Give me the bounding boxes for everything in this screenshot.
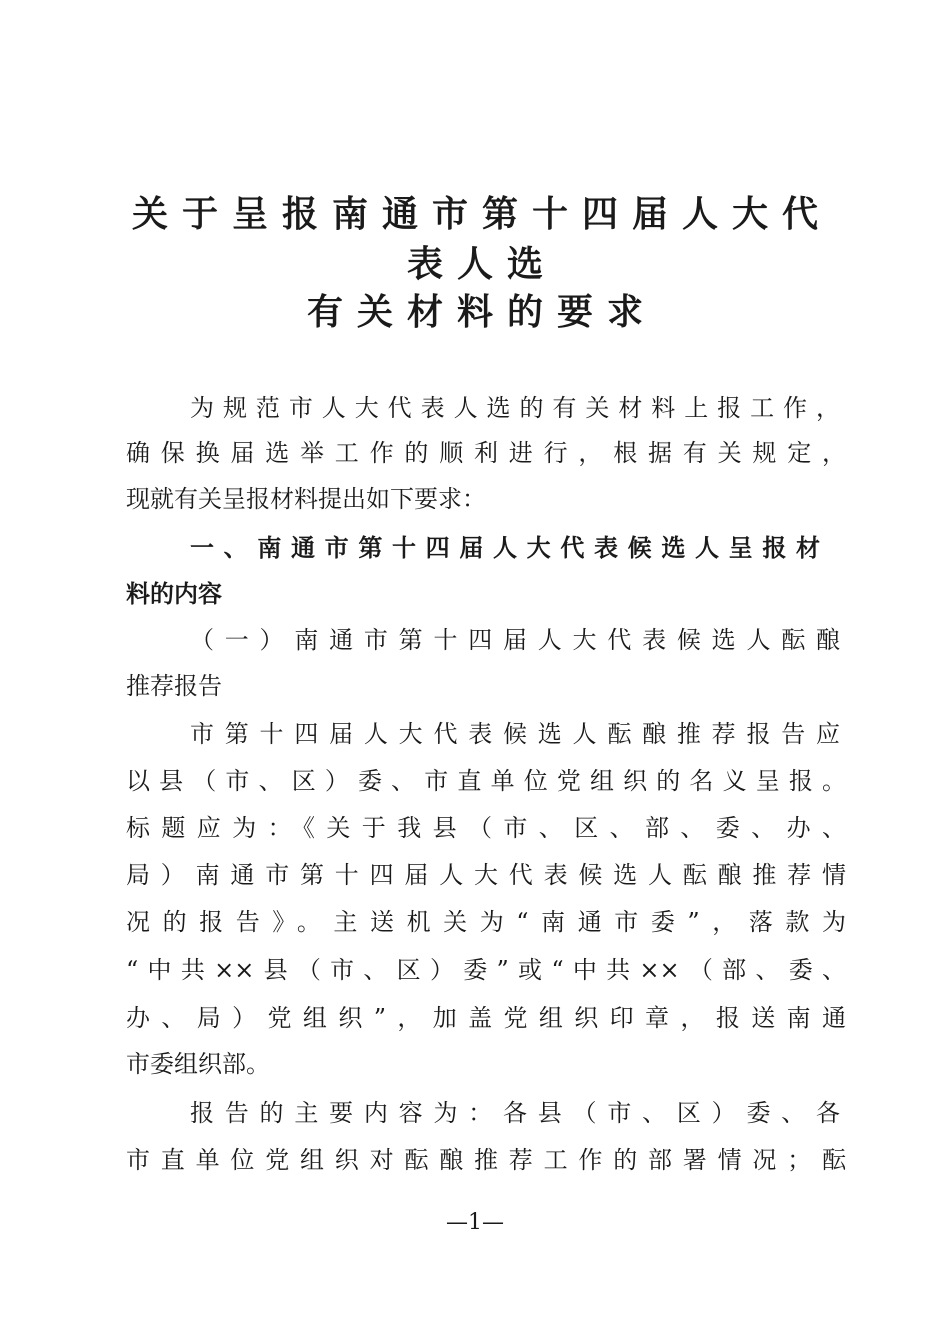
document-title-line-3: 有关材料的要求 — [306, 291, 657, 333]
subsection-1-heading-line-1: （一）南通市第十四届人大代表候选人酝酿 — [190, 626, 840, 654]
intro-line-3: 现就有关呈报材料提出如下要求： — [126, 485, 486, 513]
section-1-heading-line-2: 料的内容 — [126, 580, 222, 608]
para-1-line-5: 况的报告》。主送机关为“南通市委”，落款为 — [126, 908, 846, 936]
intro-line-2: 确保换届选举工作的顺利进行，根据有关规定， — [126, 439, 846, 467]
section-1-heading-line-1: 一、南通市第十四届人大代表候选人呈报材 — [190, 534, 820, 562]
para-2-line-1: 报告的主要内容为：各县（市、区）委、各 — [190, 1099, 840, 1127]
para-1-line-8: 市委组织部。 — [126, 1050, 270, 1078]
page-number: —1— — [446, 1210, 504, 1235]
para-1-line-2: 以县（市、区）委、市直单位党组织的名义呈报。 — [126, 767, 846, 795]
document-title-line-2: 表人选 — [406, 243, 557, 285]
para-2-line-2: 市直单位党组织对酝酿推荐工作的部署情况；酝 — [126, 1146, 846, 1174]
subsection-1-heading-line-2: 推荐报告 — [126, 672, 222, 700]
para-1-line-3: 标题应为：《关于我县（市、区、部、委、办、 — [126, 814, 846, 842]
para-1-line-4: 局）南通市第十四届人大代表候选人酝酿推荐情 — [126, 861, 846, 889]
para-1-line-1: 市第十四届人大代表候选人酝酿推荐报告应 — [190, 720, 840, 748]
para-1-line-7: 办、局）党组织”，加盖党组织印章，报送南通 — [126, 1004, 846, 1032]
document-title-line-1: 关于呈报南通市第十四届人大代 — [131, 193, 832, 235]
para-1-line-6: “中共××县（市、区）委”或“中共××（部、委、 — [126, 956, 846, 984]
intro-line-1: 为规范市人大代表人选的有关材料上报工作， — [190, 394, 840, 422]
